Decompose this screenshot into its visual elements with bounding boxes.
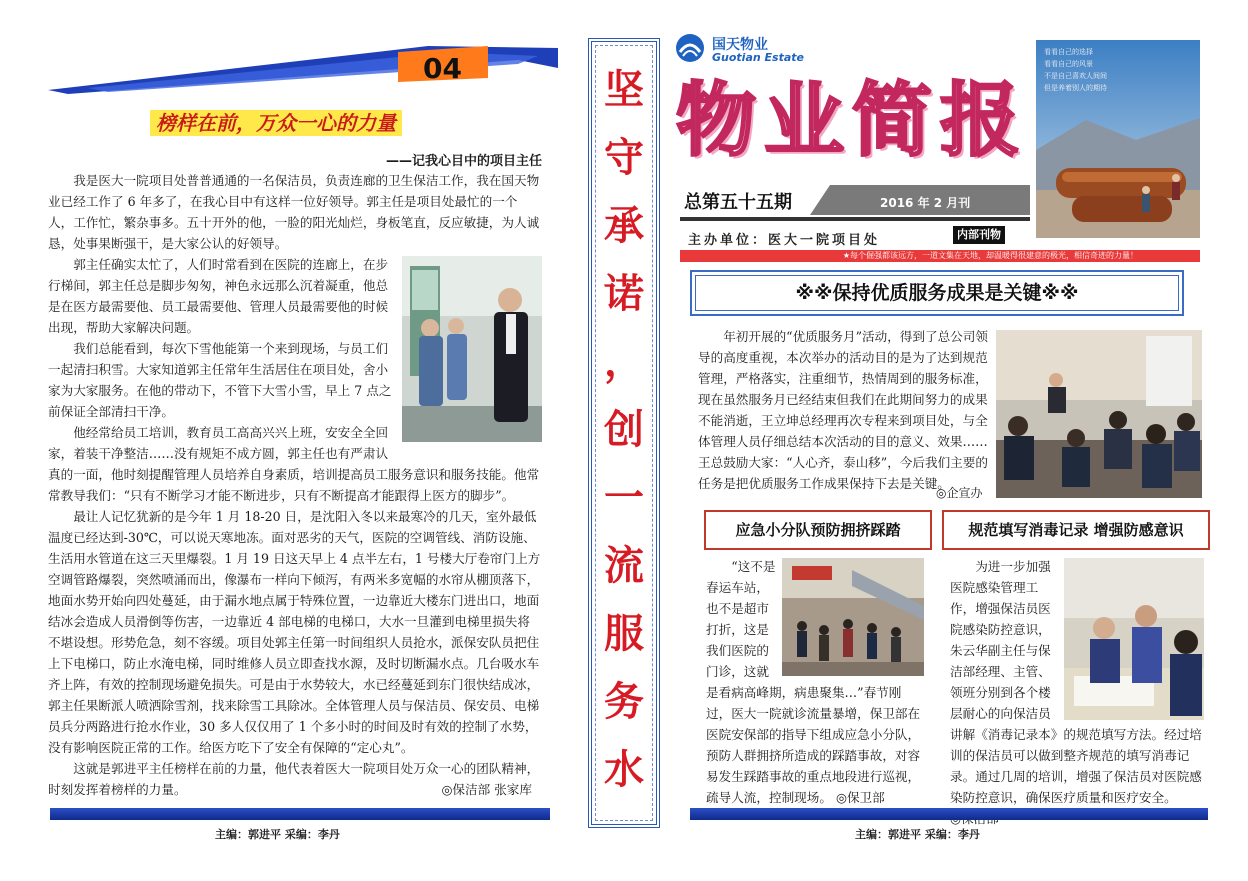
photo-cleaners-training	[1064, 558, 1204, 720]
right-editor-credits: 主编：郭进平 采编：李丹	[855, 828, 980, 841]
right-footer-bar	[690, 808, 1208, 820]
article-paragraph: 他经常给员工培训，教育员工高高兴兴上班，安安全全回家，着装干净整洁……没有规矩不成方圆，郭主任也有严肃认真的一面，他时刻提醒管理人员培养自身素质，培训提高员工服务意识和服务技能。他常常教导我们：“只有不断学习才能不断进步，只有不断提高才能跟得上医方的脚步”。	[48, 425, 540, 503]
photo-meeting	[996, 330, 1202, 498]
left-footer-bar	[50, 808, 550, 820]
motto-bar: ★每个倔强都该远方，一道文集在天地，却温暖得很建意的极光，相信奇迹的力量！	[680, 250, 1200, 262]
article-body	[950, 556, 1204, 829]
company-name: 国天物业	[712, 37, 768, 53]
page-number-banner	[48, 38, 558, 94]
newsletter-masthead: 物业简报	[676, 74, 1028, 167]
cover-poem-line: 不是自己喜欢人间间	[1044, 72, 1107, 80]
article-headline: 规范填写消毒记录 增强防感意识	[942, 510, 1210, 550]
photo-director-with-staff	[402, 256, 542, 442]
article-paragraph: 这就是郭进平主任榜样在前的力量，他代表着医大一院项目处万众一心的团队精神，时刻发挥着榜样的力量。	[48, 761, 540, 797]
vertical-slogan-banner	[588, 38, 660, 828]
main-article-body	[698, 326, 988, 494]
page-number: 04	[423, 52, 462, 85]
article-title: 榜样在前，万众一心的力量	[150, 110, 402, 136]
article-text: “这不是春运车站，也不是超市打折，这是我们医院的门诊，这就是看病高峰期，病患聚集…”春节刚过，医大一院就诊流量暴增，保卫部在医院安保部的指导下组成应急小分队，预防人群拥挤所造成的踩踏事故，对容易发生踩踏事故的重点地段进行巡视，疏导人流，控制现场。	[706, 559, 921, 805]
slogan-char: 创	[604, 407, 644, 453]
organizer: 主办单位：医大一院项目处	[688, 233, 881, 248]
issue-date: 2016 年 2 月刊	[880, 196, 971, 210]
article-paragraph: 我们总能看到，每次下雪他能第一个来到现场，与员工们一起清扫积雪。大家知道郭主任常年生活居住在项目处，舍小家为大家服务。在他的带动下，不管下大雪小雪，早上 7 点之前保证全部清扫干净。	[48, 341, 392, 419]
slogan-char: 流	[604, 543, 644, 589]
cover-poem-line: 看看自己的选择	[1044, 48, 1093, 56]
cover-poem-line: 看看自己的风景	[1044, 60, 1093, 68]
main-headline: ※※保持优质服务成果是关键※※	[690, 270, 1184, 316]
article-paragraph: 最让人记忆犹新的是今年 1 月 18-20 日，是沈阳入冬以来最寒冷的几天，室外最低温度已经达到-30℃，可以说天寒地冻。面对恶劣的天气，医院的空调管线、消防设施、生活用水管道在这三天里爆裂。1 月 19 日这天早上 4 点半左右，1 号楼大厅卷帘门上方空调管路爆裂，突然喷涌而出，像瀑布一样向下倾泻，有两米多宽幅的水帘从棚顶落下，地面水势开始向四处蔓延，由于漏水地点属于特殊位置，一边靠近大楼东门进出口，地面结冰会造成人员滑倒等伤害，一边靠近 4 部电梯的电梯口，大水一旦灌到电梯里损失将不堪设想。形势危急，刻不容缓。项目处郭主任第一时间组织人员抢水，派保安队员把住上下电梯口，防止水淹电梯，同时维修人员立即查找水源，及时切断漏水点。几台吸水车齐上阵，有效的控制现场避免损失。可是由于水势较大，水已经蔓延到东门很快结成冰，郭主任果断派人喷洒除雪剂，找来除雪工具除冰。全体管理人员与保洁员、保安员、电梯员兵分两路进行抢水作业，30 多人仅仅用了 1 个多小时的时间及时有效的控制了水势，没有影响医院正常的工作。给医方吃下了安全有保障的“定心丸”。	[48, 509, 541, 755]
article-paragraph: 年初开展的“优质服务月”活动，得到了总公司领导的高度重视，本次举办的活动目的是为了达到规范管理，严格落实，注重细节，热情周到的服务标准，现在虽然服务月已经结束但我们在此期间努力的成果不能消逝，王立坤总经理再次专程来到项目处，与全体管理人员仔细总结本次活动的目的意义、效果……王总鼓励大家：“人心齐，泰山移”，今后我们主要的任务是把优质服务工作成果保持下去是关键。	[698, 329, 988, 491]
photo-hospital-crowd	[782, 558, 924, 676]
article-body	[706, 556, 924, 808]
slogan-char: 一	[604, 475, 644, 521]
internal-publication-badge: 内部刊物	[953, 226, 1005, 244]
left-editor-credits: 主编：郭进平 采编：李丹	[215, 828, 340, 841]
article-signature: ◎保卫部	[835, 790, 885, 805]
slogan-char: 服	[604, 611, 644, 657]
issue-number: 总第五十五期	[684, 192, 792, 213]
article-signature: ◎保洁部 张家库	[441, 782, 532, 797]
left-article-body	[48, 170, 542, 800]
article-paragraph: 郭主任确实太忙了，人们时常看到在医院的连廊上，在步行梯间，郭主任总是脚步匆匆，神色永远那么沉着凝重，他总是在医方最需要他、员工最需要他、管理人员最需要他的时候出现，帮助大家解决问题。	[48, 257, 389, 335]
slogan-char: 坚	[604, 67, 644, 113]
slogan-char: 务	[604, 679, 644, 725]
vertical-slogan	[592, 56, 656, 804]
cover-poem-line: 但是养着别人的期待	[1044, 84, 1107, 92]
slogan-char: 守	[604, 135, 644, 181]
slogan-char: 诺	[604, 271, 644, 317]
slogan-char: ，	[604, 339, 644, 385]
slogan-char: 承	[604, 203, 644, 249]
article-text: 为进一步加强医院感染管理工作，增强保洁员医院感染防控意识，朱云华副主任与保洁部经理、主管、领班分别到各个楼层耐心的向保洁员讲解《消毒记录本》的规范填写方法。经过培训的保洁员可以做到整齐规范的填写消毒记录。通过几周的培训，增强了保洁员对医院感染防控意识，确保医疗质量和医疗安全。	[950, 559, 1202, 805]
company-name-english: Guotian Estate	[712, 51, 804, 64]
slogan-char: 水	[604, 747, 644, 793]
article-paragraph: 我是医大一院项目处普普通通的一名保洁员，负责连廊的卫生保洁工作，我在国天物业已经工作了 6 年多了，在我心目中有这样一位好领导。郭主任是项目处最忙的一个人，工作忙，繁杂事多。五十开外的他，一脸的阳光灿烂，身板笔直，反应敏捷，为人诚恳，处事果断强干，是大家公认的好领导。	[48, 173, 540, 251]
article-subtitle: ——记我心目中的项目主任	[385, 154, 542, 169]
main-article-signature: ◎企宣办	[936, 486, 983, 500]
article-headline: 应急小分队预防拥挤踩踏	[704, 510, 932, 550]
cover-poem	[1044, 46, 1194, 94]
